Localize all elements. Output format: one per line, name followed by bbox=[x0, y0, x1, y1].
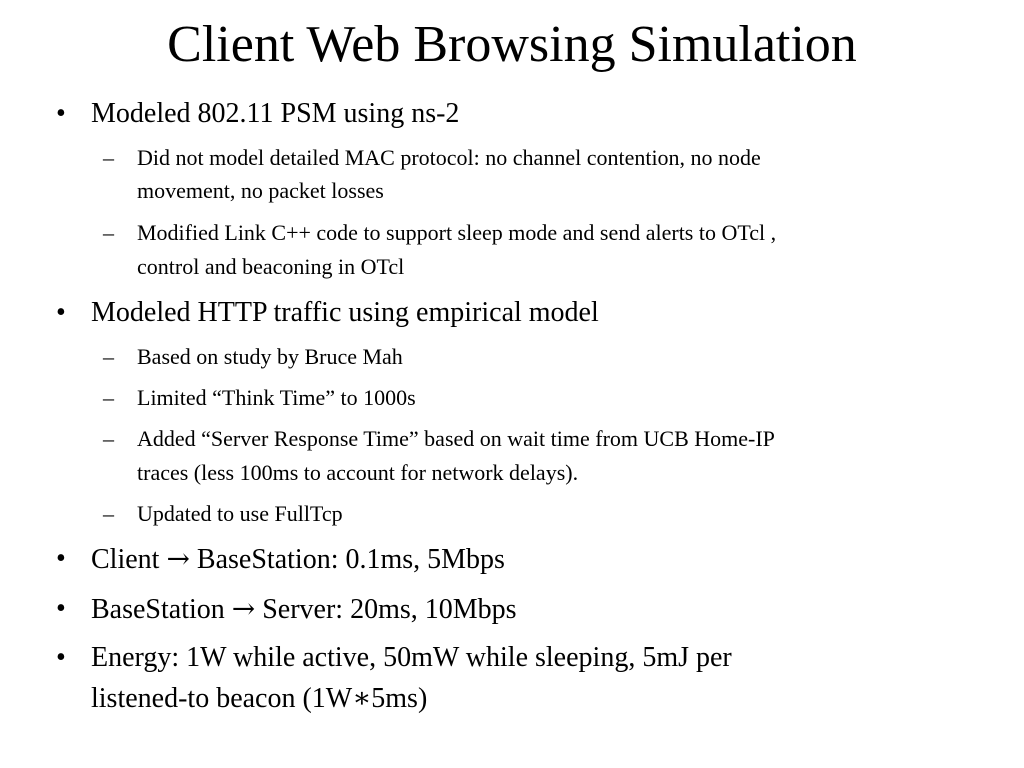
sub-bullet-text: control and beaconing in OTcl bbox=[137, 254, 405, 279]
slide-title: Client Web Browsing Simulation bbox=[167, 16, 857, 73]
bullet-marker: • bbox=[56, 593, 66, 624]
bullet-text-part: Client bbox=[91, 544, 167, 575]
sub-bullet-marker: – bbox=[103, 426, 114, 451]
sub-bullet-text: traces (less 100ms to account for network delays). bbox=[137, 460, 579, 485]
sub-bullet-marker: – bbox=[103, 145, 114, 170]
sub-bullet-text: Added “Server Response Time” based on wait time from UCB Home-IP bbox=[137, 426, 775, 451]
bullet-text-part: BaseStation: 0.1ms, 5Mbps bbox=[189, 544, 505, 575]
sub-bullet-text: Modified Link C++ code to support sleep mode and send alerts to OTcl , bbox=[137, 220, 777, 245]
bullet-text bbox=[91, 539, 991, 580]
sub-bullet-text: Based on study by Bruce Mah bbox=[137, 344, 403, 369]
bullet-marker: • bbox=[56, 297, 66, 328]
arrow-right-icon: → bbox=[231, 592, 256, 625]
asterisk-operator-icon: ∗ bbox=[352, 681, 372, 714]
sub-bullet-marker: – bbox=[103, 385, 114, 410]
bullet-text-part: listened-to beacon (1W bbox=[91, 683, 353, 714]
sub-bullet-text: movement, no packet losses bbox=[137, 178, 384, 203]
bullet-marker: • bbox=[56, 98, 66, 129]
sub-bullet-text: Did not model detailed MAC protocol: no channel contention, no node bbox=[137, 145, 761, 170]
arrow-right-icon: → bbox=[166, 542, 190, 575]
bullet-text bbox=[91, 589, 991, 630]
sub-bullet-text: Limited “Think Time” to 1000s bbox=[137, 385, 416, 410]
sub-bullet-text: Updated to use FullTcp bbox=[137, 501, 343, 526]
bullet-marker: • bbox=[56, 543, 66, 574]
bullet-text: Modeled HTTP traffic using empirical model bbox=[91, 297, 599, 328]
bullet-text: Modeled 802.11 PSM using ns-2 bbox=[91, 98, 460, 129]
bullet-text: Energy: 1W while active, 50mW while sleeping, 5mJ per bbox=[91, 642, 732, 673]
bullet-text-part: 5ms) bbox=[371, 683, 428, 714]
sub-bullet-marker: – bbox=[103, 220, 114, 245]
bullet-text-part: Server: 20ms, 10Mbps bbox=[255, 594, 517, 625]
bullet-marker: • bbox=[56, 642, 66, 673]
bullet-text bbox=[91, 678, 991, 719]
sub-bullet-marker: – bbox=[103, 344, 114, 369]
bullet-text-part: BaseStation bbox=[91, 594, 232, 625]
sub-bullet-marker: – bbox=[103, 501, 114, 526]
